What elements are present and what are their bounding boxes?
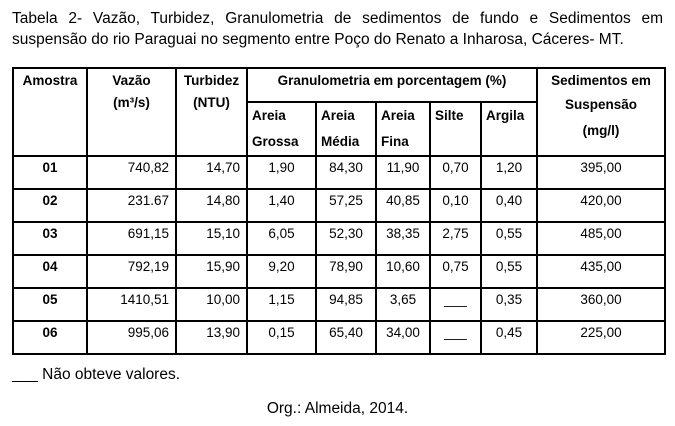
cell-silte: 0,70 xyxy=(430,156,481,189)
cell-sedimentos: 395,00 xyxy=(537,156,665,189)
cell-areia-grossa: 0,15 xyxy=(247,321,316,354)
header-row-1 xyxy=(13,68,665,102)
cell-silte: 0,10 xyxy=(430,189,481,222)
cell-areia-fina: 10,60 xyxy=(376,255,430,288)
cell-areia-media: 52,30 xyxy=(316,222,376,255)
table-row xyxy=(13,189,665,222)
cell-amostra: 06 xyxy=(13,321,87,354)
cell-amostra: 02 xyxy=(13,189,87,222)
header-areia-grossa: Areia Grossa xyxy=(247,102,316,156)
cell-silte: ___ xyxy=(430,321,481,354)
cell-turbidez: 15,10 xyxy=(176,222,247,255)
cell-sedimentos: 435,00 xyxy=(537,255,665,288)
table-note: ___ Não obteve valores. xyxy=(12,366,181,383)
cell-vazao: 231.67 xyxy=(87,189,176,222)
cell-areia-media: 65,40 xyxy=(316,321,376,354)
cell-turbidez: 13,90 xyxy=(176,321,247,354)
table-caption: Tabela 2- Vazão, Turbidez, Granulometria de sedimentos de fundo e Sedimentos em suspensão do rio Paraguai no segmento entre Poço do Renato a Inharosa, Cáceres- MT. xyxy=(12,10,663,48)
cell-areia-media: 78,90 xyxy=(316,255,376,288)
table-row xyxy=(13,321,665,354)
header-turbidez: Turbidez (NTU) xyxy=(176,68,247,156)
table-row xyxy=(13,156,665,189)
cell-silte: 2,75 xyxy=(430,222,481,255)
cell-argila: 1,20 xyxy=(481,156,537,189)
cell-silte: ___ xyxy=(430,288,481,321)
cell-areia-fina: 11,90 xyxy=(376,156,430,189)
cell-areia-grossa: 1,90 xyxy=(247,156,316,189)
cell-vazao: 740,82 xyxy=(87,156,176,189)
cell-turbidez: 15,90 xyxy=(176,255,247,288)
cell-areia-fina: 3,65 xyxy=(376,288,430,321)
cell-amostra: 01 xyxy=(13,156,87,189)
table-row xyxy=(13,222,665,255)
cell-silte: 0,75 xyxy=(430,255,481,288)
cell-turbidez: 14,70 xyxy=(176,156,247,189)
cell-amostra: 04 xyxy=(13,255,87,288)
header-granulometria: Granulometria em porcentagem (%) xyxy=(247,68,537,102)
data-table xyxy=(12,67,666,355)
header-vazao: Vazão (m³/s) xyxy=(87,68,176,156)
cell-sedimentos: 420,00 xyxy=(537,189,665,222)
header-areia-fina: Areia Fina xyxy=(376,102,430,156)
header-areia-media: Areia Média xyxy=(316,102,376,156)
cell-areia-fina: 38,35 xyxy=(376,222,430,255)
cell-amostra: 03 xyxy=(13,222,87,255)
cell-amostra: 05 xyxy=(13,288,87,321)
cell-areia-media: 94,85 xyxy=(316,288,376,321)
cell-argila: 0,55 xyxy=(481,255,537,288)
cell-argila: 0,40 xyxy=(481,189,537,222)
header-amostra: Amostra xyxy=(13,68,87,156)
cell-argila: 0,35 xyxy=(481,288,537,321)
header-argila: Argila xyxy=(481,102,537,156)
cell-vazao: 995,06 xyxy=(87,321,176,354)
cell-argila: 0,55 xyxy=(481,222,537,255)
cell-areia-grossa: 9,20 xyxy=(247,255,316,288)
cell-areia-fina: 34,00 xyxy=(376,321,430,354)
table-body xyxy=(13,156,665,354)
cell-areia-grossa: 6,05 xyxy=(247,222,316,255)
cell-turbidez: 14,80 xyxy=(176,189,247,222)
cell-sedimentos: 485,00 xyxy=(537,222,665,255)
cell-sedimentos: 360,00 xyxy=(537,288,665,321)
cell-vazao: 792,19 xyxy=(87,255,176,288)
table-row xyxy=(13,255,665,288)
cell-areia-media: 84,30 xyxy=(316,156,376,189)
cell-areia-media: 57,25 xyxy=(316,189,376,222)
cell-sedimentos: 225,00 xyxy=(537,321,665,354)
header-silte: Silte xyxy=(430,102,481,156)
header-sedimentos: Sedimentos em Suspensão (mg/l) xyxy=(537,68,665,156)
cell-areia-fina: 40,85 xyxy=(376,189,430,222)
table-row xyxy=(13,288,665,321)
cell-vazao: 1410,51 xyxy=(87,288,176,321)
cell-areia-grossa: 1,15 xyxy=(247,288,316,321)
cell-argila: 0,45 xyxy=(481,321,537,354)
table-source: Org.: Almeida, 2014. xyxy=(266,400,409,417)
cell-turbidez: 10,00 xyxy=(176,288,247,321)
cell-areia-grossa: 1,40 xyxy=(247,189,316,222)
cell-vazao: 691,15 xyxy=(87,222,176,255)
